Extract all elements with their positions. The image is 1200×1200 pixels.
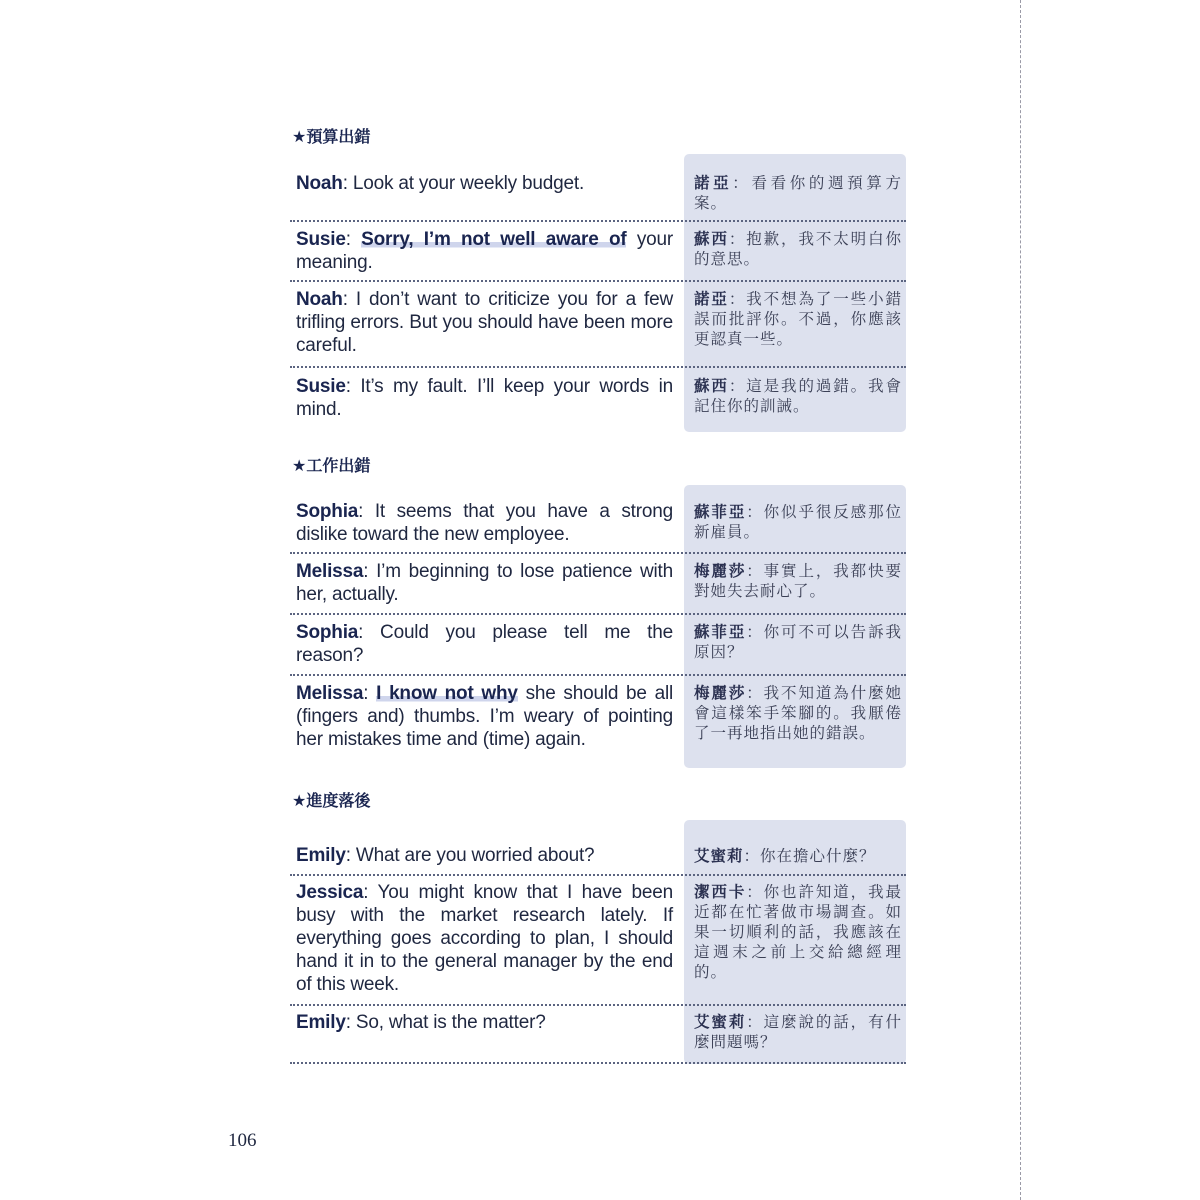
speaker-name: Susie bbox=[296, 229, 346, 250]
speaker-name: Noah bbox=[296, 289, 343, 310]
english-line: Jessica: You might know that I have been busy with the market research lately. If everything goes according to plan, I should hand it in to the general manager by the end of this week. bbox=[296, 882, 673, 995]
page-number: 106 bbox=[228, 1130, 257, 1151]
highlighted-phrase: I know not why bbox=[376, 683, 518, 704]
chinese-translation: 諾亞：我不想為了一些小錯誤而批評你。不過，你應該更認真一些。 bbox=[694, 290, 902, 348]
english-line: Noah: Look at your weekly budget. bbox=[296, 173, 585, 194]
english-line: Susie: Sorry, I’m not well aware of your meaning. bbox=[296, 229, 673, 273]
speaker-name: Noah bbox=[296, 173, 343, 194]
speaker-name: Melissa bbox=[296, 561, 364, 582]
english-line: Emily: So, what is the matter? bbox=[296, 1012, 546, 1033]
chinese-translation: 蘇菲亞：你似乎很反感那位新雇員。 bbox=[694, 503, 902, 541]
english-line: Susie: It’s my fault. I’ll keep your words in mind. bbox=[296, 376, 673, 420]
speaker-name: Susie bbox=[296, 376, 346, 397]
highlighted-phrase: Sorry, I’m not well aware of bbox=[361, 229, 627, 250]
english-line: Noah: I don’t want to criticize you for a few trifling errors. But you should have been more careful. bbox=[296, 289, 673, 356]
dialogue-row bbox=[290, 554, 906, 615]
dialogue-row bbox=[290, 368, 906, 432]
dialogue-table bbox=[290, 154, 906, 432]
section-heading: ★工作出錯 bbox=[292, 456, 371, 475]
section-work-error bbox=[290, 453, 906, 768]
english-line: Melissa: I’m beginning to lose patience with her, actually. bbox=[296, 561, 673, 605]
chinese-translation: 潔西卡：你也許知道，我最近都在忙著做市場調查。如果一切順利的話，我應該在這週末之前上交給總經理的。 bbox=[694, 883, 902, 981]
dialogue-row bbox=[290, 615, 906, 676]
chinese-translation: 梅麗莎：我不知道為什麼她會這樣笨手笨腳的。我厭倦了一再地指出她的錯誤。 bbox=[694, 684, 902, 742]
chinese-translation: 蘇菲亞：你可不可以告訴我原因？ bbox=[694, 623, 902, 661]
section-heading: ★預算出錯 bbox=[292, 127, 371, 146]
speaker-name: Emily bbox=[296, 1012, 346, 1033]
chinese-translation: 艾蜜莉：你在擔心什麼？ bbox=[694, 847, 876, 865]
english-line: Melissa: I know not why she should be all (fingers and) thumbs. I’m weary of pointing her mistakes time and (time) again. bbox=[296, 683, 673, 750]
section-schedule-behind bbox=[290, 788, 906, 1064]
page-edge-divider bbox=[1020, 0, 1021, 1200]
english-line: Sophia: Could you please tell me the reason? bbox=[296, 622, 673, 666]
dialogue-row bbox=[290, 876, 906, 1006]
speaker-name: Sophia bbox=[296, 622, 359, 643]
chinese-translation: 諾亞：看看你的週預算方案。 bbox=[694, 174, 902, 212]
chinese-translation: 梅麗莎：事實上，我都快要對她失去耐心了。 bbox=[694, 562, 902, 600]
dialogue-table bbox=[290, 820, 906, 1064]
section-budget-error bbox=[290, 124, 906, 432]
chinese-translation: 蘇西：這是我的過錯。我會記住你的訓誡。 bbox=[694, 377, 902, 415]
dialogue-row bbox=[290, 154, 906, 222]
english-line: Sophia: It seems that you have a strong dislike toward the new employee. bbox=[296, 501, 673, 545]
speaker-name: Emily bbox=[296, 845, 346, 866]
dialogue-table bbox=[290, 485, 906, 768]
dialogue-row bbox=[290, 676, 906, 768]
speaker-name: Melissa bbox=[296, 683, 364, 704]
dialogue-row bbox=[290, 1006, 906, 1064]
english-line: Emily: What are you worried about? bbox=[296, 845, 595, 866]
dialogue-row bbox=[290, 820, 906, 876]
dialogue-row bbox=[290, 222, 906, 282]
speaker-name: Sophia bbox=[296, 501, 359, 522]
speaker-name: Jessica bbox=[296, 882, 364, 903]
dialogue-row bbox=[290, 282, 906, 368]
section-heading: ★進度落後 bbox=[292, 791, 371, 810]
chinese-translation: 蘇西：抱歉，我不太明白你的意思。 bbox=[694, 230, 902, 268]
dialogue-row bbox=[290, 485, 906, 554]
chinese-translation: 艾蜜莉：這麼說的話，有什麼問題嗎？ bbox=[694, 1013, 902, 1051]
